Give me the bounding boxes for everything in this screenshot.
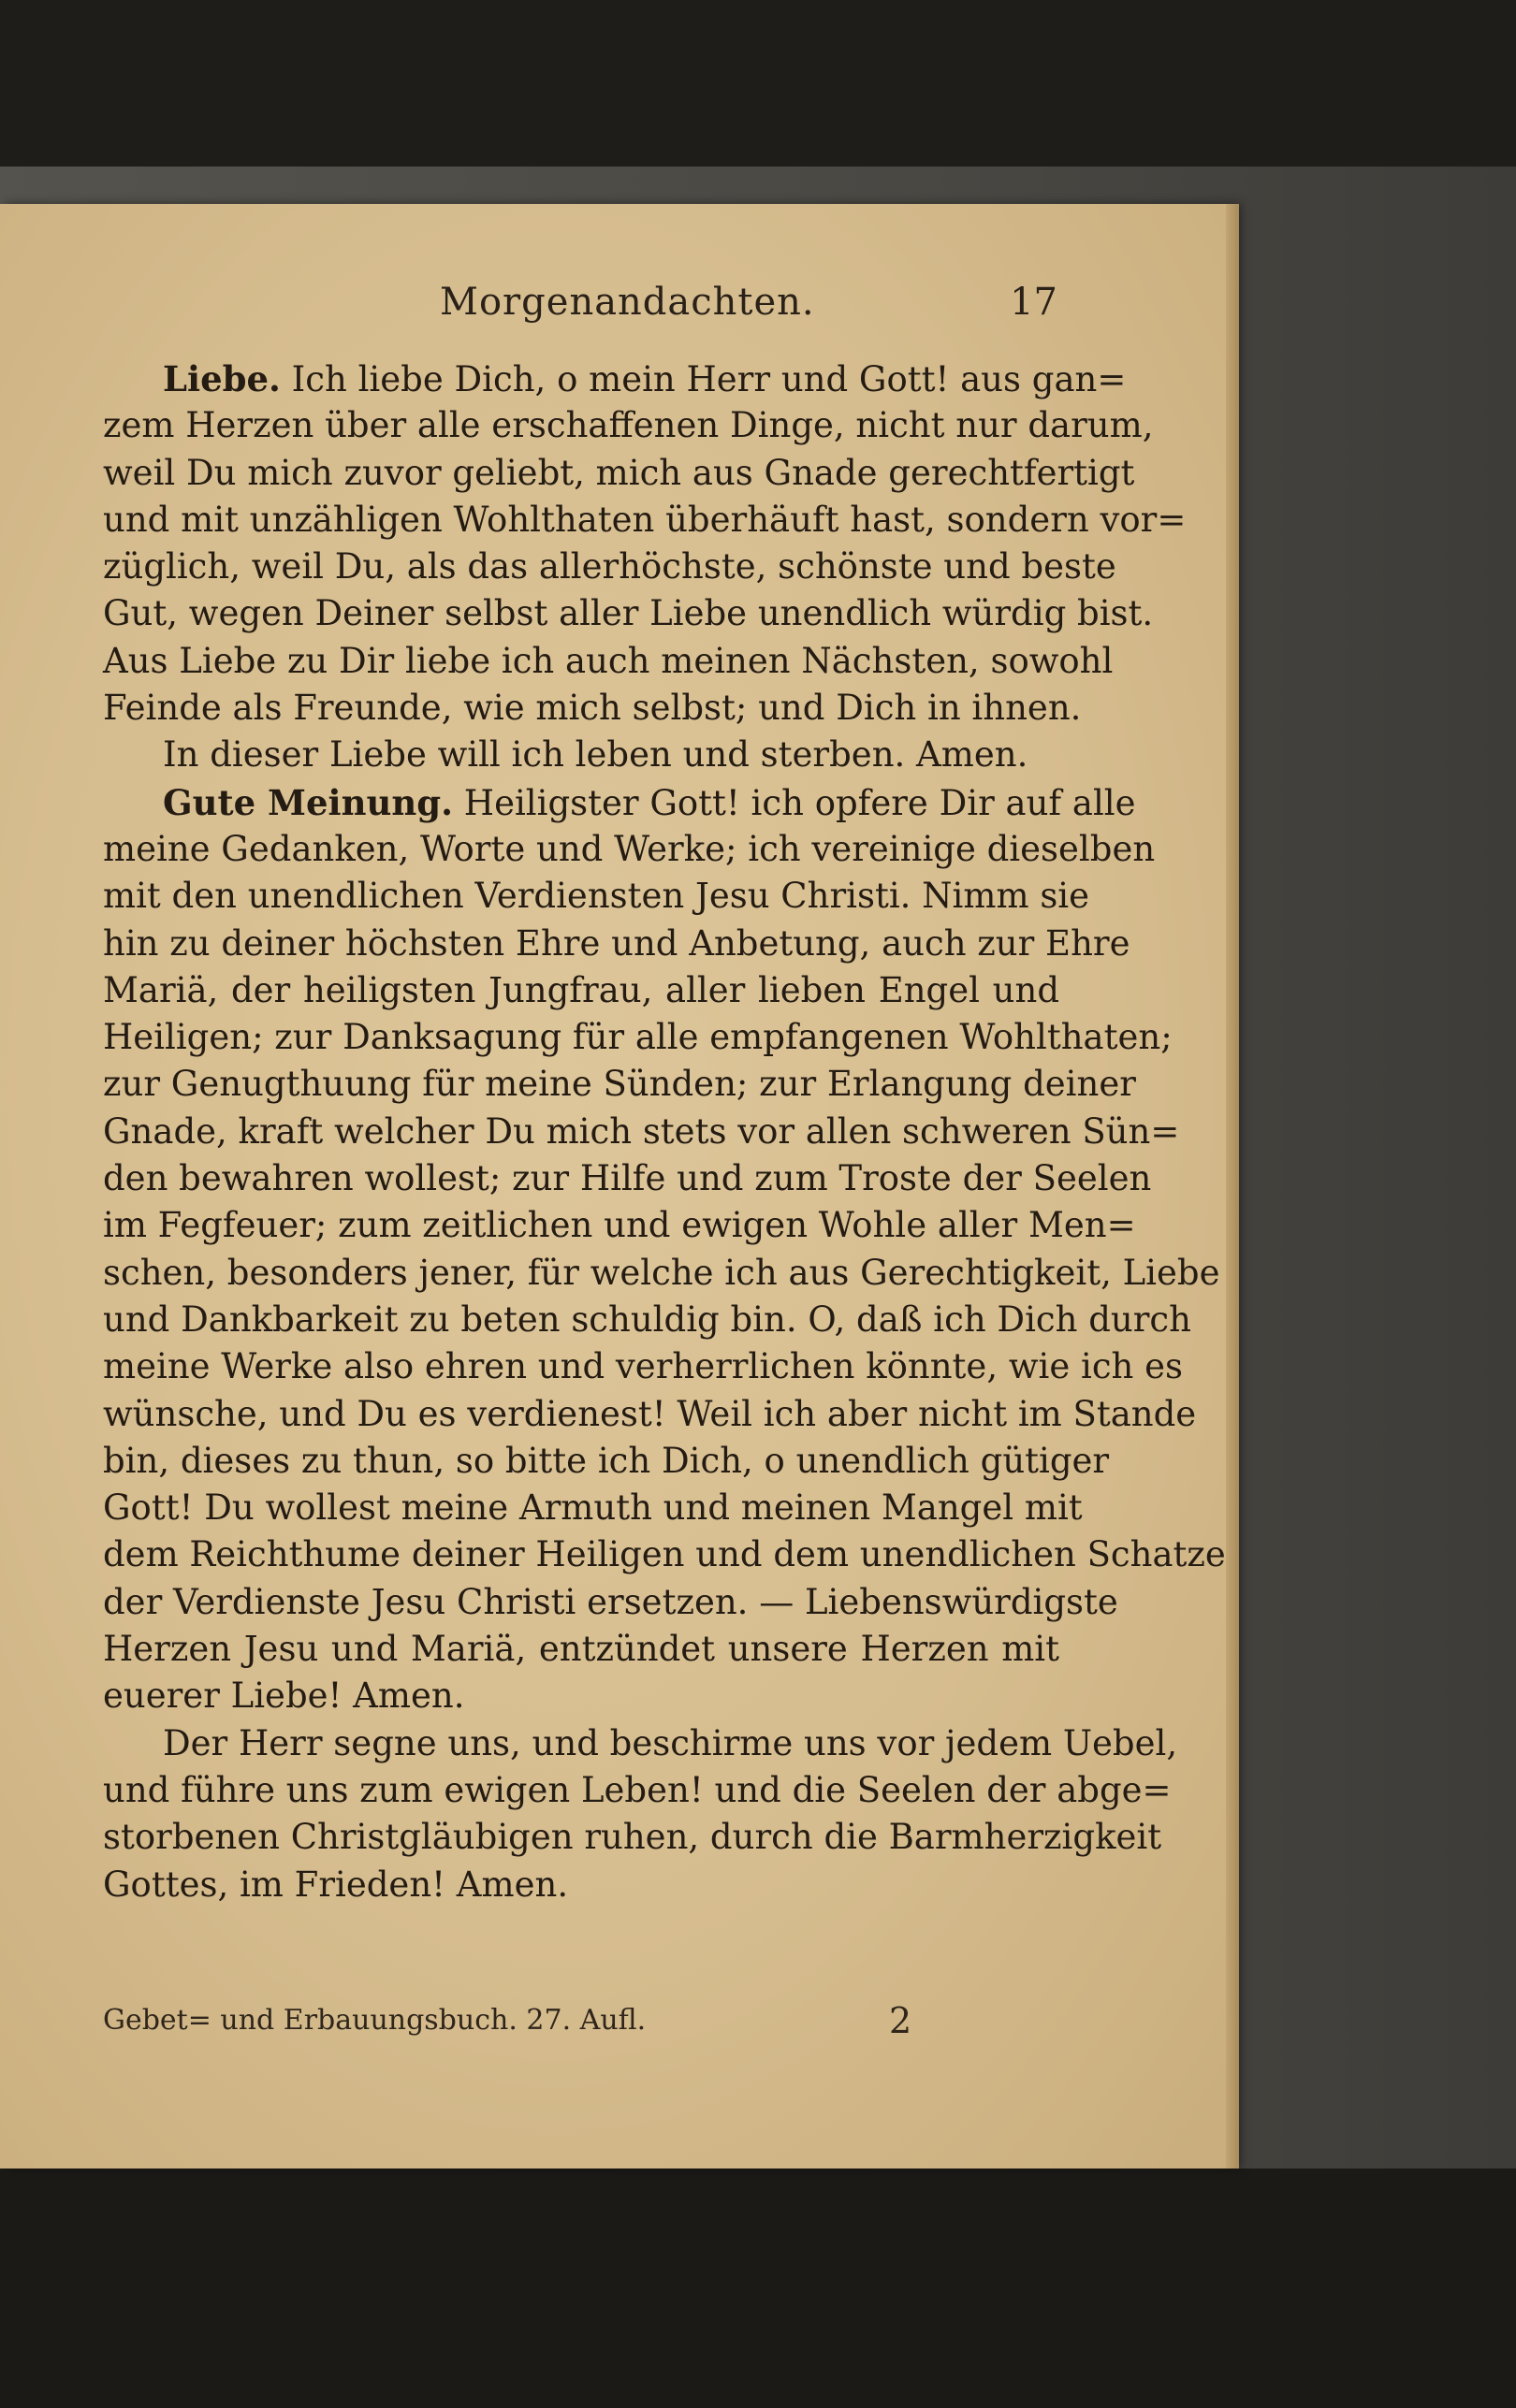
- text-line-content: dem Reichthume deiner Heiligen und dem unendlichen Schatze: [103, 1534, 1226, 1575]
- text-line-content: der Verdienste Jesu Christi ersetzen. — Liebenswürdigste: [103, 1581, 1118, 1622]
- text-line: [103, 1767, 1172, 1814]
- footer-book-title: Gebet= und Erbauungsbuch. 27. Aufl.: [103, 2004, 647, 2037]
- text-line: [103, 921, 1130, 967]
- text-line: [103, 1343, 1184, 1390]
- text-line-content: wünsche, und Du es verdienest! Weil ich aber nicht im Stande: [103, 1393, 1197, 1434]
- text-line-content: storbenen Christgläubigen ruhen, durch die Barmherzigkeit: [103, 1817, 1162, 1858]
- text-line: [103, 1250, 1220, 1297]
- text-line-content: Mariä, der heiligsten Jungfrau, aller lieben Engel und: [103, 969, 1059, 1010]
- text-line: [103, 1626, 1059, 1673]
- text-line-content: und führe uns zum ewigen Leben! und die Seelen der abge=: [103, 1769, 1172, 1810]
- text-line-content: Heiligen; zur Danksagung für alle empfangenen Wohlthaten;: [103, 1017, 1173, 1058]
- running-title: Morgenandachten.: [440, 281, 815, 324]
- running-head: [159, 281, 1057, 337]
- text-line-content: In dieser Liebe will ich leben und sterben. Amen.: [163, 734, 1028, 776]
- text-line: [103, 1202, 1136, 1249]
- background-bottom: [0, 2169, 1516, 2408]
- sheet-signature: 2: [889, 2000, 912, 2041]
- text-line: [103, 779, 1136, 826]
- text-line-content: Heiligster Gott! ich opfere Dir auf alle: [463, 782, 1136, 823]
- text-line-content: mit den unendlichen Verdiensten Jesu Christi. Nimm sie: [103, 876, 1090, 917]
- text-line-content: im Fegfeuer; zum zeitlichen und ewigen Wohle aller Men=: [103, 1205, 1136, 1246]
- text-line-content: Der Herr segne uns, und beschirme uns vor jedem Uebel,: [163, 1722, 1178, 1763]
- text-line-content: euerer Liebe! Amen.: [103, 1675, 465, 1717]
- text-line: [103, 544, 1116, 590]
- text-line-content: den bewahren wollest; zur Hilfe und zum Troste der Seelen: [103, 1158, 1152, 1199]
- text-line-content: meine Werke also ehren und verherrlichen könnte, wie ich es: [103, 1346, 1184, 1387]
- text-line-content: Ich liebe Dich, o mein Herr und Gott! aus gan=: [291, 359, 1127, 399]
- text-line: [103, 1109, 1180, 1155]
- text-line-content: Aus Liebe zu Dir liebe ich auch meinen Nächsten, sowohl: [103, 640, 1114, 681]
- text-line: [103, 590, 1154, 637]
- text-line: [103, 1673, 1059, 1719]
- text-line: [103, 402, 1154, 449]
- paragraph-heading: Liebe.: [163, 358, 281, 399]
- paragraph-heading: Gute Meinung.: [163, 781, 454, 823]
- text-line-content: schen, besonders jener, für welche ich aus Gerechtigkeit, Liebe: [103, 1252, 1220, 1293]
- text-line: [103, 1531, 1226, 1578]
- text-line-content: weil Du mich zuvor geliebt, mich aus Gnade gerechtfertigt: [103, 452, 1135, 493]
- text-line-content: Gut, wegen Deiner selbst aller Liebe unendlich würdig bist.: [103, 593, 1154, 634]
- text-line: [103, 1438, 1110, 1485]
- text-line-content: Gottes, im Frieden! Amen.: [103, 1864, 569, 1905]
- text-line-content: züglich, weil Du, als das allerhöchste, schönste und beste: [103, 546, 1116, 587]
- text-line-content: bin, dieses zu thun, so bitte ich Dich, o unendlich gütiger: [103, 1440, 1110, 1481]
- text-line: [103, 1814, 1162, 1861]
- text-line-content: meine Gedanken, Worte und Werke; ich vereinige dieselben: [103, 828, 1156, 869]
- text-line-content: Feinde als Freunde, wie mich selbst; und Dich in ihnen.: [103, 688, 1082, 729]
- text-line: [103, 1014, 1173, 1061]
- text-line-content: zur Genugthuung für meine Sünden; zur Erlangung deiner: [103, 1064, 1136, 1105]
- page-number: 17: [1010, 281, 1057, 324]
- text-line: [103, 1485, 1083, 1531]
- text-line-content: Gnade, kraft welcher Du mich stets vor allen schweren Sün=: [103, 1110, 1180, 1152]
- body-text: [103, 355, 1226, 1908]
- text-line: [103, 685, 1082, 732]
- text-line: [103, 873, 1090, 920]
- text-line: [103, 638, 1114, 685]
- text-line: [103, 1579, 1118, 1626]
- text-line-content: und mit unzähligen Wohlthaten überhäuft hast, sondern vor=: [103, 499, 1187, 540]
- text-line-content: hin zu deiner höchsten Ehre und Anbetung, auch zur Ehre: [103, 922, 1130, 964]
- text-line-content: und Dankbarkeit zu beten schuldig bin. O, daß ich Dich durch: [103, 1298, 1191, 1340]
- text-line: [103, 497, 1187, 544]
- text-line: [103, 1297, 1191, 1343]
- text-line: [103, 450, 1135, 497]
- text-line: [103, 1155, 1152, 1202]
- text-line: [103, 967, 1059, 1014]
- page-footer: [103, 2000, 1059, 2051]
- text-line: [103, 1391, 1197, 1438]
- text-line: [103, 826, 1156, 873]
- text-line: [103, 1862, 1059, 1908]
- text-line: [103, 1061, 1136, 1108]
- text-line: [103, 732, 1059, 778]
- text-line-content: zem Herzen über alle erschaffenen Dinge, nicht nur darum,: [103, 405, 1154, 446]
- page-edge: [1226, 204, 1239, 2169]
- text-line: [103, 355, 1127, 402]
- text-line-content: Gott! Du wollest meine Armuth und meinen Mangel mit: [103, 1487, 1083, 1529]
- text-line: [103, 1720, 1178, 1767]
- text-line-content: Herzen Jesu und Mariä, entzündet unsere Herzen mit: [103, 1629, 1059, 1670]
